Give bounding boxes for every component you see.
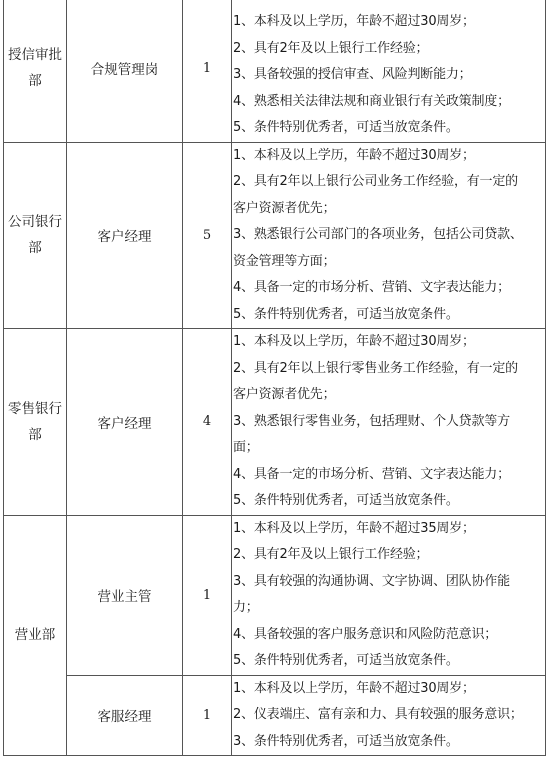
requirement-line: 4、具备一定的市场分析、营销、文字表达能力； bbox=[233, 466, 510, 482]
requirement-line: 5、条件特别优秀者，可适当放宽条件。 bbox=[233, 306, 459, 322]
department-name-line: 部 bbox=[28, 73, 42, 90]
department-name-line: 零售银行 bbox=[8, 400, 62, 417]
department-name-line: 部 bbox=[28, 240, 42, 257]
requirement-line: 3、具备较强的授信审查、风险判断能力； bbox=[233, 67, 472, 82]
requirement-line: 4、具备较强的客户服务意识和风险防范意识； bbox=[233, 626, 498, 642]
department-cell bbox=[4, 329, 67, 516]
table-row bbox=[4, 329, 546, 516]
requirement-line: 客户资源者优先； bbox=[233, 387, 336, 402]
requirements-cell bbox=[232, 675, 546, 756]
position-title: 客户经理 bbox=[67, 329, 183, 516]
requirement-line: 5、条件特别优秀者，可适当放宽条件。 bbox=[233, 493, 459, 508]
requirement-line: 1、本科及以上学历，年龄不超过30周岁； bbox=[233, 147, 475, 163]
table-row bbox=[4, 142, 546, 329]
table-row bbox=[4, 0, 546, 142]
requirement-line: 4、熟悉相关法律法规和商业银行有关政策制度； bbox=[233, 93, 510, 109]
recruitment-table bbox=[3, 0, 546, 756]
table-row bbox=[4, 675, 546, 756]
requirement-line: 2、具有2年以上银行公司业务工作经验，有一定的 bbox=[233, 174, 518, 189]
department-name-line: 公司银行 bbox=[8, 214, 62, 231]
table-row bbox=[4, 515, 546, 675]
department-cell bbox=[4, 142, 67, 329]
department-name-line: 营业部 bbox=[14, 627, 56, 644]
headcount: 1 bbox=[183, 515, 232, 675]
requirement-line: 面； bbox=[233, 440, 259, 455]
requirement-line: 2、具有2年以上银行零售业务工作经验，有一定的 bbox=[233, 360, 518, 376]
headcount: 4 bbox=[183, 329, 232, 516]
requirement-line: 1、本科及以上学历，年龄不超过35周岁； bbox=[233, 520, 475, 536]
requirement-line: 客户资源者优先； bbox=[233, 200, 336, 216]
headcount: 5 bbox=[183, 142, 232, 329]
requirement-line: 资金管理等方面； bbox=[233, 253, 336, 269]
requirement-line: 3、熟悉银行零售业务，包括理财、个人贷款等方 bbox=[233, 413, 510, 429]
requirement-line: 1、本科及以上学历，年龄不超过30周岁； bbox=[233, 334, 475, 349]
requirement-line: 1、本科及以上学历，年龄不超过30周岁； bbox=[233, 680, 475, 696]
position-title: 客户经理 bbox=[67, 142, 183, 329]
spacer bbox=[233, 0, 545, 9]
headcount: 1 bbox=[183, 0, 232, 142]
requirement-line: 2、具有2年及以上银行工作经验； bbox=[233, 547, 429, 562]
department-cell bbox=[4, 515, 67, 756]
requirements-cell bbox=[232, 142, 546, 329]
position-title: 客服经理 bbox=[67, 675, 183, 756]
department-name-line: 部 bbox=[28, 426, 42, 443]
requirement-line: 3、具有较强的沟通协调、文字协调、团队协作能 bbox=[233, 573, 510, 589]
requirement-line: 1、本科及以上学历，年龄不超过30周岁； bbox=[233, 14, 475, 29]
headcount: 1 bbox=[183, 675, 232, 756]
requirement-line: 3、熟悉银行公司部门的各项业务，包括公司贷款、 bbox=[233, 227, 523, 242]
requirement-line: 2、具有2年及以上银行工作经验； bbox=[233, 40, 429, 56]
position-title: 营业主管 bbox=[67, 515, 183, 675]
requirement-line: 5、条件特别优秀者，可适当放宽条件。 bbox=[233, 120, 459, 135]
requirements-cell bbox=[232, 329, 546, 516]
position-title: 合规管理岗 bbox=[67, 0, 183, 142]
requirements-cell bbox=[232, 515, 546, 675]
department-name-line: 授信审批 bbox=[8, 47, 62, 64]
requirement-line: 4、具备一定的市场分析、营销、文字表达能力； bbox=[233, 280, 510, 295]
department-cell bbox=[4, 0, 67, 142]
requirement-line: 2、仪表端庄、富有亲和力、具有较强的服务意识； bbox=[233, 707, 523, 722]
requirement-line: 力； bbox=[233, 600, 259, 615]
requirement-line: 3、条件特别优秀者，可适当放宽条件。 bbox=[233, 733, 459, 749]
requirements-cell bbox=[232, 0, 546, 142]
requirement-line: 5、条件特别优秀者，可适当放宽条件。 bbox=[233, 653, 459, 668]
